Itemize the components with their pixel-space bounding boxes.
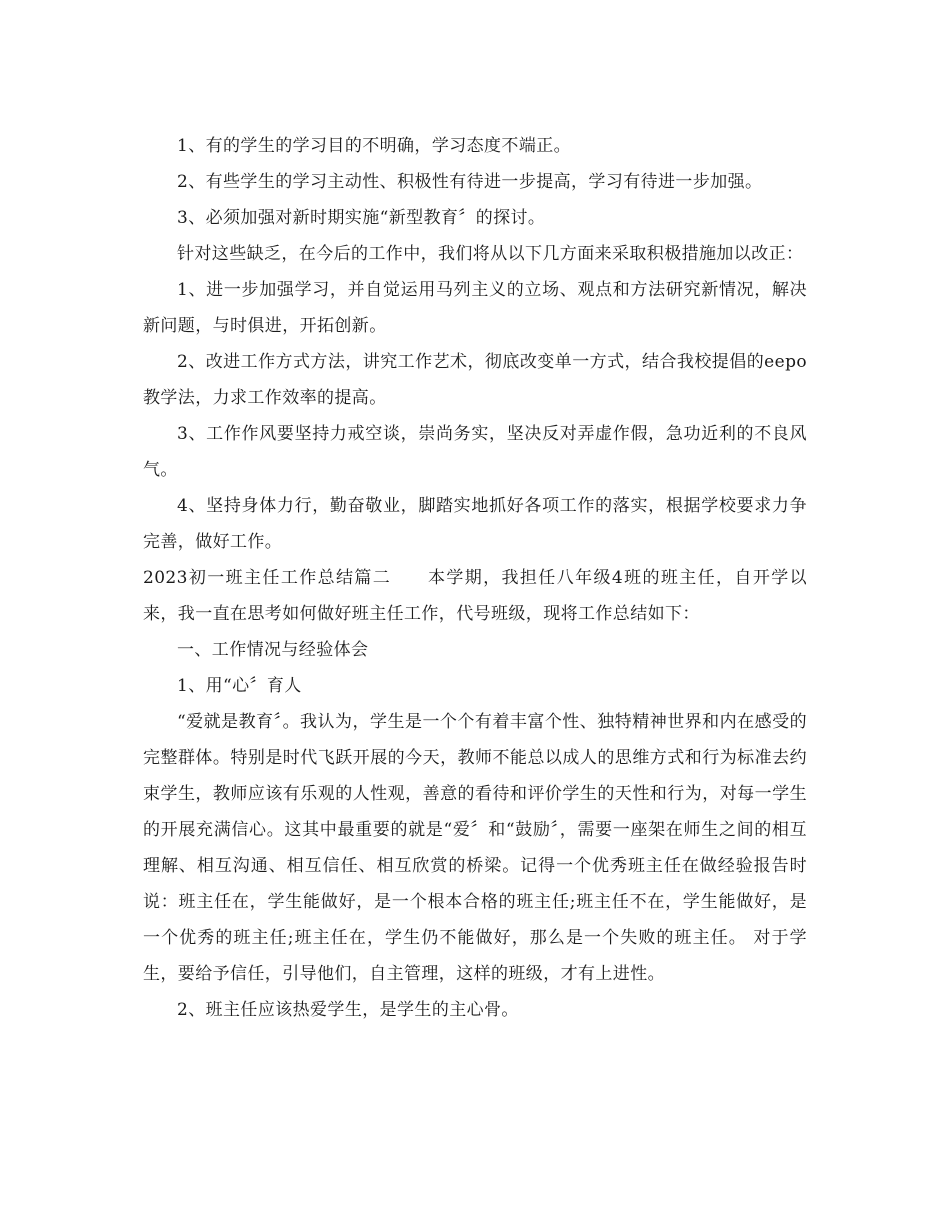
- paragraph-measure-3: 3、工作作风要坚持力戒空谈，崇尚务实，坚决反对弄虚作假，急功近利的不良风气。: [143, 424, 807, 480]
- paragraph-measure-4: 4、坚持身体力行，勤奋敬业，脚踏实地抓好各项工作的落实，根据学校要求力争完善，做好工作。: [143, 496, 807, 552]
- paragraph-improvement-intro: 针对这些缺乏，在今后的工作中，我们将从以下几方面来采取积极措施加以改正：: [177, 244, 804, 264]
- heading-work-experience: 一、工作情况与经验体会: [177, 640, 369, 660]
- paragraph-problem-1: 1、有的学生的学习目的不明确，学习态度不端正。: [177, 136, 572, 156]
- subheading-heart-education: 1、用“心〞育人: [177, 676, 302, 696]
- paragraph-measure-2: 2、改进工作方式方法，讲究工作艺术，彻底改变单一方式，结合我校提倡的eepo教学法，力求工作效率的提高。: [143, 352, 807, 408]
- document-page: [143, 128, 807, 1028]
- section-title-part-two: 2023初一班主任工作总结篇二 本学期，我担任八年级4班的班主任，自开学以来，我一直在思考如何做好班主任工作，代号班级，现将工作总结如下：: [143, 568, 807, 624]
- paragraph-love-education: “爱就是教育〞。我认为，学生是一个个有着丰富个性、独特精神世界和内在感受的完整群体。特别是时代飞跃开展的今天，教师不能总以成人的思维方式和行为标准去约束学生，教师应该有乐观的人性观，善意的看待和评价学生的天性和行为，对每一学生的开展充满信心。这其中最重要的就是“爱〞和“鼓励〞，需要一座架在师生之间的相互理解、相互沟通、相互信任、相互欣赏的桥梁。记得一个优秀班主任在做经验报告时说：班主任在，学生能做好，是一个根本合格的班主任;班主任不在，学生能做好，是一个优秀的班主任;班主任在，学生仍不能做好，那么是一个失败的班主任。 对于学生，要给予信任，引导他们，自主管理，这样的班级，才有上进性。: [143, 712, 807, 984]
- paragraph-problem-2: 2、有些学生的学习主动性、积极性有待进一步提高，学习有待进一步加强。: [177, 172, 763, 192]
- subheading-love-students: 2、班主任应该热爱学生，是学生的主心骨。: [177, 1000, 519, 1020]
- paragraph-measure-1: 1、进一步加强学习，并自觉运用马列主义的立场、观点和方法研究新情况，解决新问题，与时俱进，开拓创新。: [143, 280, 807, 336]
- paragraph-problem-3: 3、必须加强对新时期实施“新型教育〞的探讨。: [177, 208, 546, 228]
